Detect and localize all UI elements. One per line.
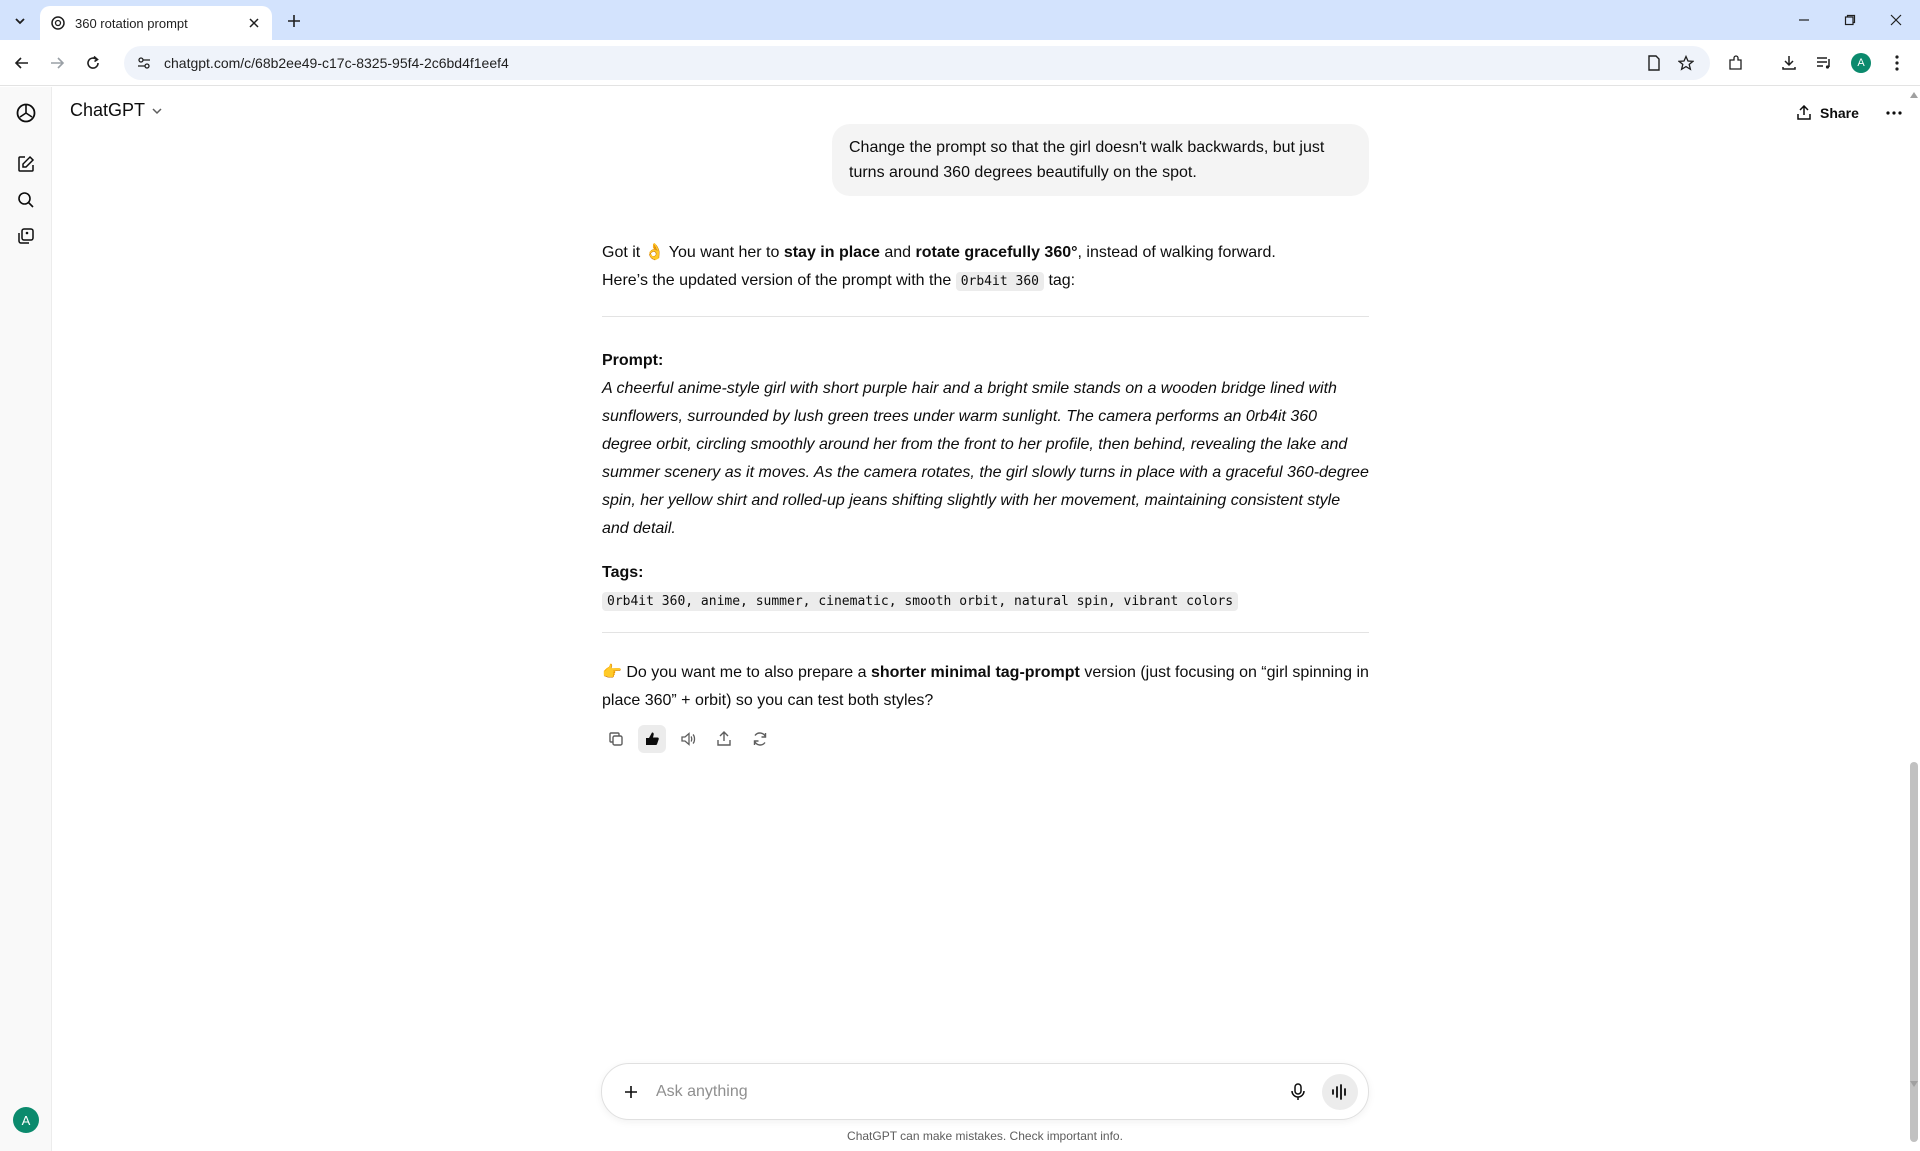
- back-arrow-icon[interactable]: [8, 49, 36, 77]
- pointing-hand-emoji: 👉: [602, 664, 622, 681]
- tab-list-chevron-icon[interactable]: [8, 9, 32, 33]
- chat-input[interactable]: [656, 1083, 1284, 1101]
- browser-tab-active[interactable]: [40, 6, 272, 40]
- voice-mode-icon[interactable]: [1322, 1074, 1358, 1110]
- followup-question: 👉 Do you want me to also prepare a shorter minimal tag-prompt version (just focusing on “girl spinning in place 360” + orbit) so you can test both styles?: [602, 664, 1369, 709]
- message-actions: [602, 725, 1369, 753]
- browser-menu-kebab-icon[interactable]: [1886, 52, 1908, 74]
- tags-code: 0rb4it 360, anime, summer, cinematic, smooth orbit, natural spin, vibrant colors: [602, 592, 1238, 611]
- site-info-icon[interactable]: [134, 53, 154, 73]
- inline-code-tag: 0rb4it 360: [956, 272, 1044, 291]
- download-icon[interactable]: [1778, 52, 1800, 74]
- share-button[interactable]: [1796, 100, 1859, 126]
- minimize-window-icon[interactable]: [1781, 6, 1827, 34]
- assistant-message: [602, 239, 1369, 753]
- thumbs-up-icon[interactable]: [638, 725, 666, 753]
- assistant-second-line: Here’s the updated version of the prompt with the 0rb4it 360 tag:: [602, 272, 1076, 289]
- bookmark-star-icon[interactable]: [1676, 53, 1696, 73]
- extensions-puzzle-icon[interactable]: [1725, 52, 1747, 74]
- browser-toolbar: [0, 40, 1920, 86]
- openai-logo-icon: [50, 15, 66, 31]
- regenerate-icon[interactable]: [746, 725, 774, 753]
- scroll-down-arrow-icon[interactable]: [1910, 1081, 1918, 1087]
- tags-label: Tags:: [602, 564, 644, 581]
- page-document-icon[interactable]: [1644, 53, 1664, 73]
- forward-arrow-icon[interactable]: [43, 49, 71, 77]
- share-message-icon[interactable]: [710, 725, 738, 753]
- tab-close-icon[interactable]: [246, 15, 262, 31]
- close-window-icon[interactable]: [1873, 6, 1919, 34]
- ok-hand-emoji: 👌: [644, 244, 665, 261]
- page-scrollbar[interactable]: [1908, 88, 1920, 1151]
- user-message-bubble: Change the prompt so that the girl doesn't walk backwards, but just turns around 360 degrees beautifully on the spot.: [832, 124, 1369, 196]
- share-upload-icon: [1796, 105, 1812, 121]
- user-avatar[interactable]: A: [13, 1107, 39, 1133]
- disclaimer-text: ChatGPT can make mistakes. Check important info.: [847, 1129, 1123, 1143]
- copy-icon[interactable]: [602, 725, 630, 753]
- new-chat-icon[interactable]: [14, 152, 38, 176]
- reload-icon[interactable]: [79, 49, 107, 77]
- chevron-down-icon: [151, 105, 163, 117]
- media-queue-icon[interactable]: [1813, 52, 1835, 74]
- microphone-icon[interactable]: [1284, 1078, 1312, 1106]
- address-bar[interactable]: [124, 46, 1710, 80]
- browser-tabbar: [0, 0, 1920, 40]
- url-text[interactable]: chatgpt.com/c/68b2ee49-c17c-8325-95f4-2c6bd4f1eef4: [164, 55, 509, 71]
- read-aloud-speaker-icon[interactable]: [674, 725, 702, 753]
- prompt-label: Prompt:: [602, 352, 664, 369]
- more-options-icon[interactable]: [1882, 102, 1906, 124]
- divider: [602, 316, 1369, 317]
- restore-window-icon[interactable]: [1827, 6, 1873, 34]
- scroll-up-arrow-icon[interactable]: [1910, 92, 1918, 98]
- composer: [601, 1063, 1369, 1120]
- library-images-icon[interactable]: [14, 224, 38, 248]
- app-sidebar: [0, 87, 52, 1151]
- search-icon[interactable]: [14, 188, 38, 212]
- prompt-text: A cheerful anime-style girl with short purple hair and a bright smile stands on a wooden bridge lined with sunflowers, surrounded by lush green trees under warm sunlight. The camera performs an 0rb4it 360 degree orbit, circling smoothly around her from the front to her profile, then behind, revealing the lake and summer scenery as it moves. As the camera rotates, the girl slowly turns in place with a graceful 360-degree spin, her yellow shirt and rolled-up jeans shifting slightly with her movement, maintaining consistent style and detail.: [602, 380, 1369, 537]
- tab-title: 360 rotation prompt: [75, 15, 188, 31]
- chatgpt-logo-icon[interactable]: [14, 101, 38, 125]
- attach-plus-icon[interactable]: [618, 1079, 644, 1105]
- new-tab-plus-icon[interactable]: [282, 9, 306, 33]
- assistant-intro-line: Got it 👌 You want her to stay in place and rotate gracefully 360°, instead of walking forward.: [602, 244, 1276, 261]
- divider: [602, 632, 1369, 633]
- browser-profile-avatar[interactable]: A: [1851, 53, 1871, 73]
- app-title: ChatGPT: [70, 100, 146, 120]
- share-label: Share: [1820, 105, 1859, 121]
- model-selector[interactable]: [70, 100, 163, 121]
